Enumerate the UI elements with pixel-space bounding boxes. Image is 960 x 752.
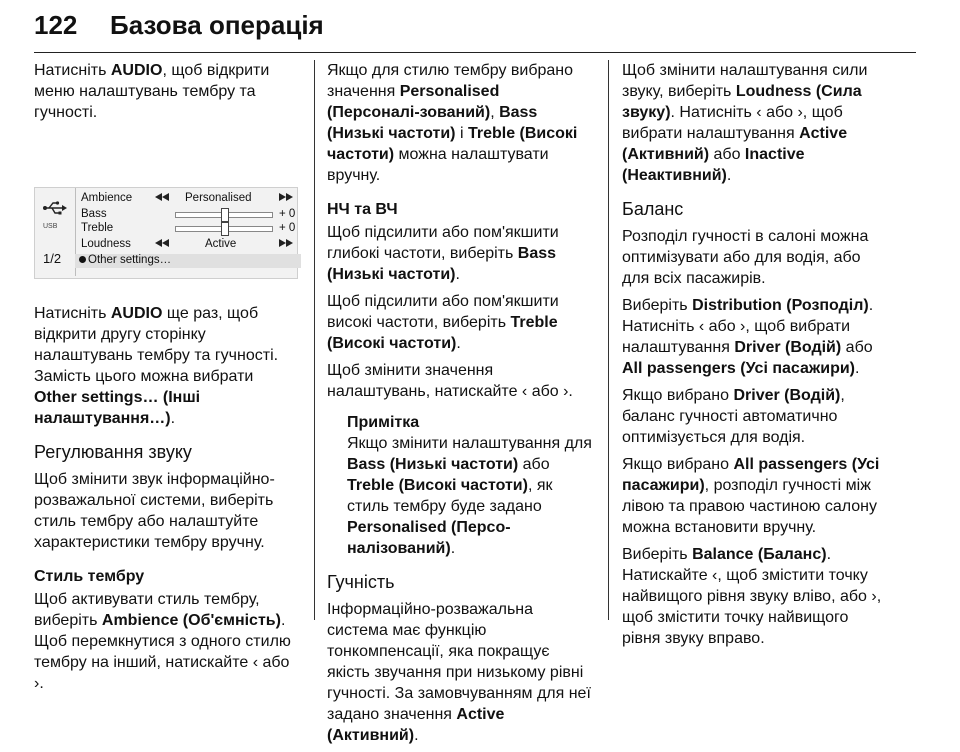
- bass-value: + 0: [279, 208, 296, 220]
- section-heading: Баланс: [622, 199, 684, 219]
- ambience-value: Personalised: [185, 192, 252, 204]
- note-title: Примітка: [347, 414, 420, 431]
- paragraph: Натисніть AUDIO, щоб відкрити меню налаштувань тембру та гучності.: [34, 62, 270, 121]
- paragraph: Щоб змінити значення налаштувань, натискайте ‹ або ›.: [327, 362, 573, 400]
- section-heading: Регулювання звуку: [34, 442, 192, 462]
- page-number: 122: [34, 10, 78, 40]
- paragraph: Щоб змінити налаштування сили звуку, виберіть Loudness (Сила звуку). Натисніть ‹ або ›, щоб вибрати налаштування Active (Активний) або Inactive (Неактивний).: [622, 62, 868, 184]
- loudness-row: [81, 238, 295, 252]
- paragraph: Щоб змінити звук інформаційно-розважальної системи, виберіть стиль тембру або налаштуйте характеристики тембру вручну.: [34, 471, 275, 551]
- usb-label: USB: [43, 223, 58, 230]
- treble-row: [81, 222, 295, 236]
- page-indicator: 1/2: [43, 251, 62, 266]
- slider-thumb: [221, 222, 229, 236]
- paragraph: Щоб підсилити або пом'якшити глибокі частоти, виберіть Bass (Низькі частоти).: [327, 224, 559, 283]
- note-text: Якщо змінити налаштування для Bass (Низькі частоти) або Treble (Високі частоти), як стиль тембру буде задано Personalised (Персо-налізований).: [347, 435, 592, 557]
- loudness-label: Loudness: [81, 238, 131, 250]
- paragraph: Щоб підсилити або пом'якшити високі частоти, виберіть Treble (Високі частоти).: [327, 293, 559, 352]
- subsection-heading: НЧ та ВЧ: [327, 201, 398, 218]
- bass-label: Bass: [81, 208, 107, 220]
- treble-label: Treble: [81, 222, 114, 234]
- column-1: [34, 60, 296, 700]
- column-3: [622, 60, 890, 655]
- ambience-row: [81, 192, 295, 206]
- bass-row: [81, 208, 295, 222]
- paragraph: Щоб активувати стиль тембру, виберіть Ambience (Об'ємність). Щоб перемкнутися з одного стилю тембру на інший, натискайте ‹ або ›.: [34, 591, 291, 692]
- usb-icon: [43, 200, 67, 216]
- source-panel: [35, 188, 76, 276]
- paragraph: Якщо вибрано All passengers (Усі пасажири), розподіл гучності між лівою та правою частиною салону можна встановити вручну.: [622, 456, 880, 536]
- left-arrow-icon: [155, 238, 169, 251]
- audio-settings-screen-illustration: [34, 187, 298, 279]
- other-settings-row: [75, 254, 301, 268]
- other-settings-label: Other settings…: [88, 254, 172, 266]
- slider-thumb: [221, 208, 229, 222]
- section-heading: Гучність: [327, 572, 395, 592]
- treble-slider: [175, 226, 273, 232]
- right-arrow-icon: [279, 238, 293, 251]
- bass-slider: [175, 212, 273, 218]
- column-2: [327, 60, 595, 752]
- paragraph: Якщо для стилю тембру вибрано значення Personalised (Персоналі-зований), Bass (Низькі частоти) і Treble (Високі частоти) можна налаштувати вручну.: [327, 62, 578, 184]
- loudness-value: Active: [205, 238, 237, 250]
- page-header: [34, 0, 916, 53]
- paragraph: Виберіть Balance (Баланс). Натискайте ‹, щоб змістити точку найвищого рівня звуку вліво, або ›, щоб змістити точку найвищого рівня звуку вправо.: [622, 546, 882, 647]
- paragraph: Розподіл гучності в салоні можна оптимізувати або для водія, або для всіх пасажирів.: [622, 228, 869, 287]
- note-block: [327, 412, 595, 559]
- paragraph: Якщо вибрано Driver (Водій), баланс гучності автоматично оптимізується для водія.: [622, 387, 845, 446]
- paragraph: Натисніть AUDIO ще раз, щоб відкрити другу сторінку налаштувань тембру та гучності. Замість цього можна вибрати Other settings… (Інші налаштування…).: [34, 305, 279, 427]
- ambience-label: Ambience: [81, 192, 133, 204]
- column-divider: [314, 60, 315, 620]
- paragraph: Виберіть Distribution (Розподіл). Натисніть ‹ або ›, щоб вибрати налаштування Driver (Водій) або All passengers (Усі пасажири).: [622, 297, 874, 377]
- treble-value: + 0: [279, 222, 296, 234]
- column-divider: [608, 60, 609, 620]
- selection-dot-icon: [79, 256, 86, 263]
- left-arrow-icon: [155, 192, 169, 205]
- page-title: Базова операція: [110, 10, 324, 40]
- subsection-heading: Стиль тембру: [34, 568, 145, 585]
- right-arrow-icon: [279, 192, 293, 205]
- paragraph: Інформаційно-розважальна система має функцію тонкомпенсації, яка покращує якість звучання при низькому рівні гучності. За замовчуванням для неї задано значення Active (Активний).: [327, 601, 591, 744]
